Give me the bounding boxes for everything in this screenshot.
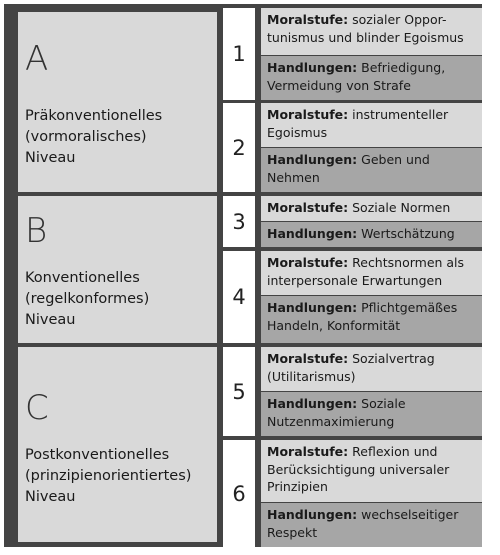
stage-handlungen-cell (261, 296, 482, 343)
level-name-line: (regelkonformes) (25, 291, 150, 307)
moral-text: instrumenteller Egoismus (267, 107, 449, 140)
handlungen-text: Pflichtgemäßes Handeln, Konformität (267, 300, 458, 333)
moral-text: sozialer Oppor- tunismus und blinder Egoismus (267, 12, 464, 45)
stage-number: 4 (223, 251, 255, 343)
stage-moral-cell (261, 251, 482, 295)
moral-text: Sozialvertrag (Utilitarismus) (267, 351, 435, 384)
level-name-line: Konventionelles (25, 270, 140, 286)
stage-moral-cell (261, 440, 482, 502)
level-name-line: Postkonventionelles (25, 447, 170, 463)
moral-text: Rechtsnormen als interpersonale Erwartungen (267, 255, 465, 288)
moral-text: Soziale Normen (352, 200, 451, 215)
moral-label: Moralstufe: (267, 12, 349, 27)
stage-number: 1 (223, 8, 255, 100)
moral-label: Moralstufe: (267, 200, 349, 215)
handlungen-text: wechselseitiger Respekt (267, 507, 459, 540)
handlungen-text: Wertschätzung (361, 226, 455, 241)
level-letter: C (25, 388, 49, 428)
stage-moral-cell (261, 196, 482, 221)
level-b (18, 196, 217, 343)
level-name-line: (prinzipienorientiertes) (25, 468, 192, 484)
level-name (25, 106, 162, 169)
level-name (25, 268, 149, 331)
moral-text: Reflexion und Berücksichtigung universaler Prinzipien (267, 444, 450, 494)
stage-handlungen-cell (261, 392, 482, 436)
level-letter: B (25, 211, 48, 251)
stage-handlungen-cell (261, 148, 482, 192)
moral-label: Moralstufe: (267, 255, 349, 270)
level-a (18, 12, 217, 192)
handlungen-label: Handlungen: (267, 396, 358, 411)
level-letter: A (25, 39, 49, 79)
stage-moral-cell (261, 347, 482, 391)
level-name-line: Niveau (25, 150, 76, 166)
kohlberg-stage-table (4, 4, 482, 547)
handlungen-label: Handlungen: (267, 60, 358, 75)
stage-number: 6 (223, 440, 255, 547)
handlungen-label: Handlungen: (267, 226, 358, 241)
level-name-line: (vormoralisches) (25, 129, 147, 145)
level-c (18, 347, 217, 542)
stage-number: 2 (223, 103, 255, 192)
handlungen-label: Handlungen: (267, 507, 358, 522)
level-name-line: Niveau (25, 312, 76, 328)
level-name (25, 445, 191, 508)
stage-moral-cell (261, 103, 482, 147)
stage-handlungen-cell (261, 56, 482, 100)
stage-number: 5 (223, 347, 255, 436)
handlungen-label: Handlungen: (267, 152, 358, 167)
moral-label: Moralstufe: (267, 351, 349, 366)
level-name-line: Niveau (25, 489, 76, 505)
handlungen-text: Soziale Nutzenmaximierung (267, 396, 406, 429)
stage-moral-cell (261, 8, 482, 55)
handlungen-text: Befriedigung, Vermeidung von Strafe (267, 60, 446, 93)
handlungen-label: Handlungen: (267, 300, 358, 315)
stage-handlungen-cell (261, 503, 482, 547)
level-name-line: Präkonventionelles (25, 108, 163, 124)
handlungen-text: Geben und Nehmen (267, 152, 430, 185)
stage-number: 3 (223, 196, 255, 247)
stage-handlungen-cell (261, 222, 482, 247)
moral-label: Moralstufe: (267, 107, 349, 122)
moral-label: Moralstufe: (267, 444, 349, 459)
